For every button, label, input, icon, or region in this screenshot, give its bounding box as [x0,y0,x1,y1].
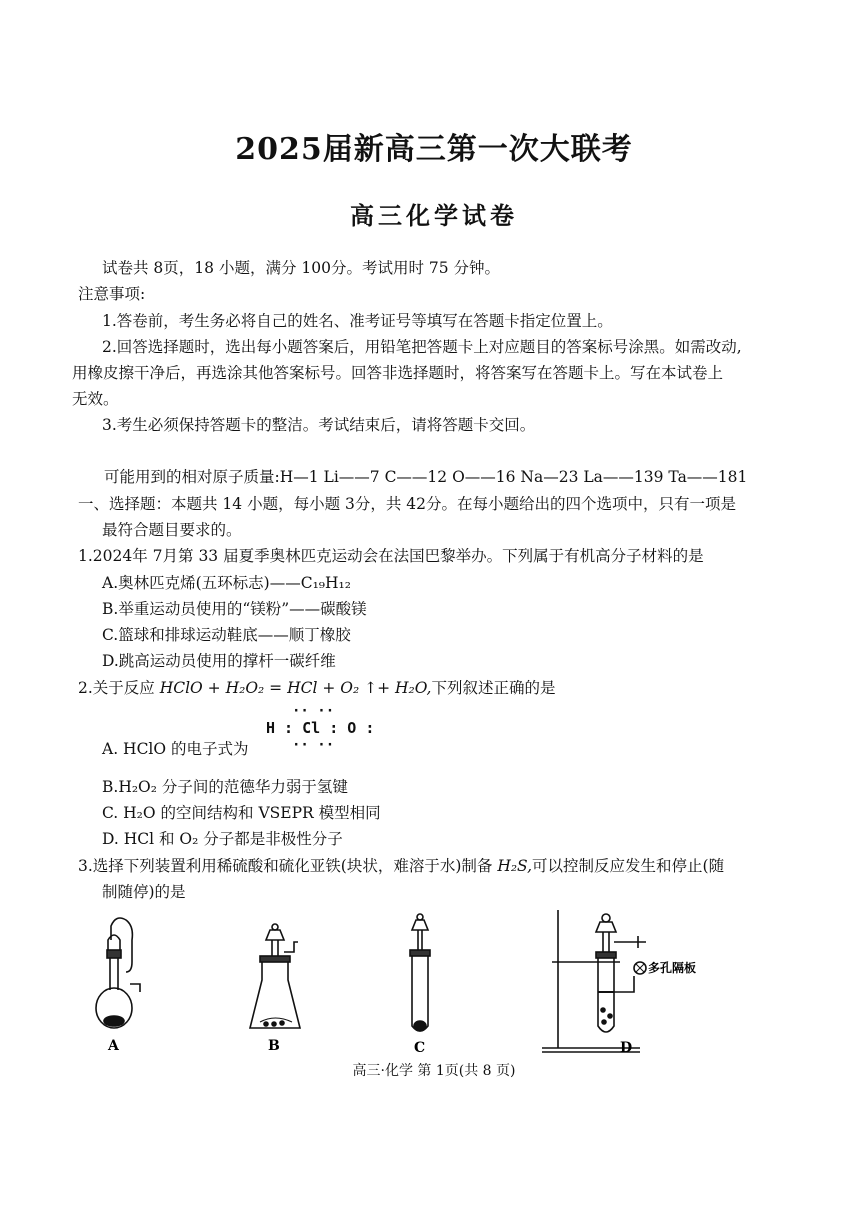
question-stem [78,677,556,699]
exam-title: 2025届新高三第一次大联考 [235,132,633,167]
apparatus-label: B [268,1038,280,1054]
apparatus-d [542,910,646,1052]
option: C.篮球和排球运动鞋底——顺丁橡胶 [102,626,351,644]
apparatus-label: A [108,1038,119,1054]
atomic-masses: 可能用到的相对原子质量:H—1 Li——7 C——12 O——16 Na—23 La——139 Ta——181 [104,468,748,486]
option: B.举重运动员使用的“镁粉”——碳酸镁 [102,600,367,618]
apparatus-a [96,918,140,1028]
lone-pairs-top: ·· ·· [292,703,335,719]
exam-subtitle: 高三化学试卷 [350,201,518,230]
apparatus-c [410,914,430,1031]
option: C. H₂O 的空间结构和 VSEPR 模型相同 [102,804,381,822]
option: A.奥林匹克烯(五环标志)——C₁₉H₁₂ [102,574,351,592]
apparatus-figure [80,900,720,1060]
option: A. HClO 的电子式为 [102,740,249,758]
option: D.跳高运动员使用的撑杆一碳纤维 [102,652,336,670]
porous-plate-label: 多孔隔板 [648,961,697,975]
question-stem-continued: 制随停)的是 [102,883,186,901]
h2s-formula: H₂S, [497,857,533,875]
exam-info: 试卷共 8页，18 小题，满分 100分。考试用时 75 分钟。 [102,259,501,277]
notice-item: 1.答卷前，考生务必将自己的姓名、准考证号等填写在答题卡指定位置上。 [102,312,613,330]
stem-prefix: 2.关于反应 [78,679,160,697]
notice-title: 注意事项: [78,285,146,303]
question-stem [78,855,724,877]
apparatus-label: C [414,1040,426,1056]
notice-item: 用橡皮擦干净后，再选涂其他答案标号。回答非选择题时，将答案写在答题卡上。写在本试卷上 [72,364,724,382]
question-stem: 1.2024年 7月第 33 届夏季奥林匹克运动会在法国巴黎举办。下列属于有机高分子材料的是 [78,547,704,565]
lone-pairs-bottom: ·· ·· [292,737,335,753]
formula-line: H : Cl : O : [266,719,375,737]
option: B.H₂O₂ 分子间的范德华力弱于氢键 [102,778,348,796]
notice-item: 3.考生必须保持答题卡的整洁。考试结束后，请将答题卡交回。 [102,416,536,434]
apparatus-b [250,924,300,1028]
electron-formula [266,704,374,752]
apparatus-label: D [620,1040,633,1056]
section-heading: 一、选择题：本题共 14 小题，每小题 3分，共 42分。在每小题给出的四个选项中，只有一项是 [78,495,737,513]
stem-suffix: 可以控制反应发生和停止(随 [532,857,725,875]
reaction-equation: HClO + H₂O₂ = HCl + O₂ ↑+ H₂O, [159,679,432,697]
section-heading: 最符合题目要求的。 [102,521,242,539]
notice-item: 2.回答选择题时，选出每小题答案后，用铅笔把答题卡上对应题目的答案标号涂黑。如需改动, [102,338,742,356]
page-footer: 高三·化学 第 1页(共 8 页) [352,1063,516,1079]
notice-item: 无效。 [72,390,119,408]
stem-suffix: 下列叙述正确的是 [431,679,556,697]
option: D. HCl 和 O₂ 分子都是非极性分子 [102,830,343,848]
stem-prefix: 3.选择下列装置利用稀硫酸和硫化亚铁(块状，难溶于水)制备 [78,857,498,875]
